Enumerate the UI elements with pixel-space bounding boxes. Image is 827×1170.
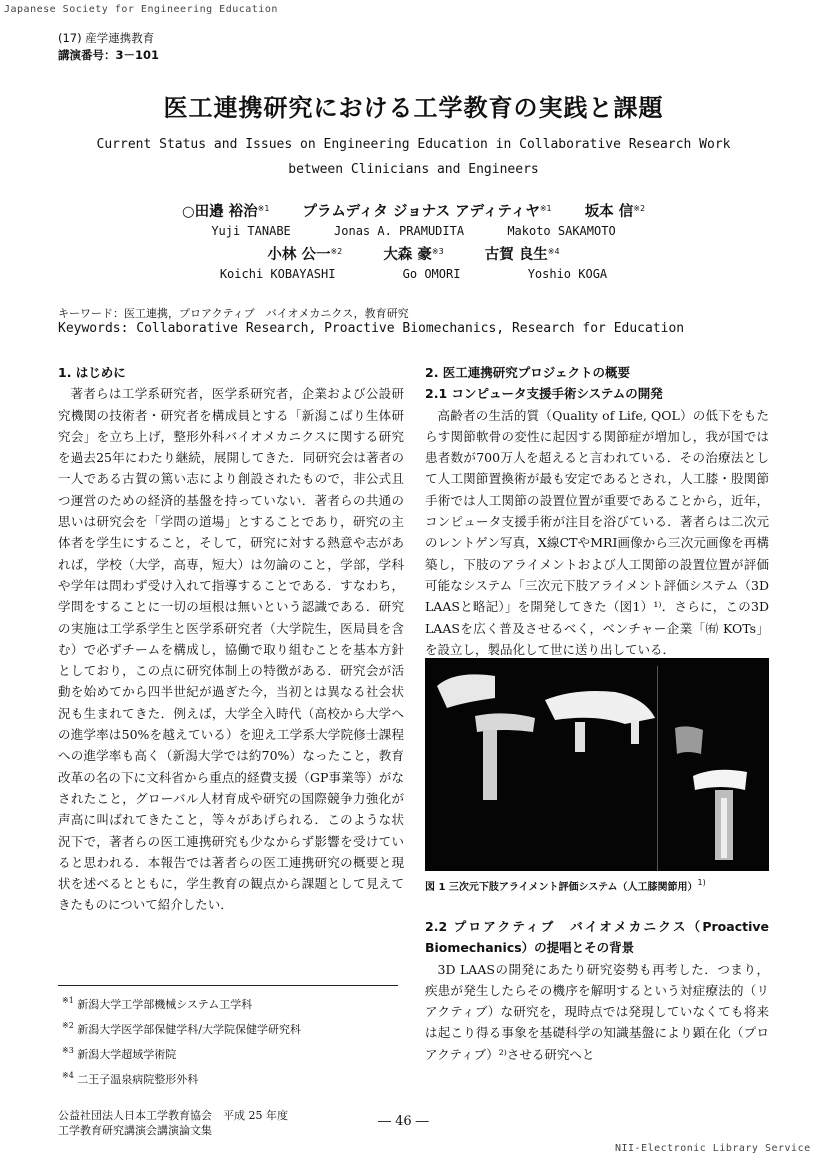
page-number: ― 46 ― xyxy=(378,1114,429,1129)
section-1-body: 著者らは工学系研究者，医学系研究者，企業および公設研究機関の技術者・研究者を構成員とする「新潟こばり生体研究会」を立ち上げ，整形外科バイオメカニクスに関する研究を過去25年にわたり継続，展開してきた．同研究会は著者の一人である古賀の篤い志により創設されたもので，非公式且つ運営のための経済的基盤を持っていない．著者らの共通の思いは研究会を「学問の道場」とすることであり，研究の主体者を学生にすること，そして，研究に対する熱意や志があれば，学校（大学，高専，短大）は勿論のこと，学部，学科や学年は問わず受け入れて指導することである．すなわち，学問をすることに一切の垣根は無いという認識である．研究の実施は工学系学生と医学系研究者（大学院生，医局員を含む）で必ずチームを構成し，協働で取り組むことを基本方針としており，この点に研究体制上の特徴がある．研究会が活動を始めてから四半世紀が過ぎた今，当初とは異なる社会状況も生まれてきた．例えば，大学全入時代（高校から大学への進学率は50%を越えている）を迎え工学系大学院修士課程への進学率も高く（新潟大学では約70%）なったこと，教育改革の名の下に文科省から重点的経費支援（GP事業等）がなされたこと，グローバル人材育成や研究の国際競争力強化が声高に叫ばれてきたこと，等々があげられる．このような状況下で，著者らの医工連携研究も少なからず影響を受けていると思われる．本報告では著者らの医工連携研究の概要と現状を述べるとともに，学生教育の観点から課題として見えてきたものについて紹介したい． xyxy=(58,386,404,913)
author-roman: Koichi KOBAYASHI xyxy=(219,267,336,281)
footnote: $^{※3}$ 新潟大学超域学術院 xyxy=(62,1046,177,1061)
section-2-1-body: 高齢者の生活的質（Quality of Life, QOL）の低下をもたらす関節軟骨の変性に起因する関節症が増加し，我が国では患者数が700万人を超えると言われている．その治療法として人工関節置換術が最も安定であるとされ，人工膝・股関節手術では人工関節の設置位置が重要であることから，近年，コンピュータ支援手術が注目を浴びている．著者らは二次元のレントゲン写真，X線CTやMRI画像から三次元画像を再構築し，下肢のアライメントおよび人工関節の設置位置が評価可能なシステム「三次元下肢アライメント評価システム（3D LAASと略記）」を開発してきた（図1）¹⁾．さらに，この3D LAASを広く普及させるべく，ベンチャー企業「㈲ KOTs」を設立し，製品化して世に送り出している． xyxy=(425,407,769,657)
section-2-2-body: 3D LAASの開発にあたり研究姿勢も再考した．つまり，疾患が発生したらその機序を解明するという対症療法的（リアクティブ）な研究を，現時点では発現していなくても将来は起こり得る事象を基礎科学の知識基盤により顕在化（プロアクティブ）²⁾させる研究へと xyxy=(425,961,769,1062)
session-category: (17) 産学連携教育 xyxy=(58,31,155,45)
title-english-line1: Current Status and Issues on Engineering Education in Collaborative Research Work xyxy=(96,137,731,152)
footnote: $^{※2}$ 新潟大学医学部保健学科/大学院保健学研究科 xyxy=(62,1021,302,1036)
right-column xyxy=(425,362,769,660)
title-english-line2: between Clinicians and Engineers xyxy=(288,162,539,177)
authors-roman-2 xyxy=(0,267,827,281)
section-2-1-heading: 2.1 コンピュータ支援手術システムの開発 xyxy=(425,386,663,402)
author-name: 坂本 信$^{※2}$ xyxy=(584,204,646,220)
authors-line-2 xyxy=(0,243,827,264)
footnotes xyxy=(62,990,301,1090)
footnote: $^{※4}$ 二王子温泉病院整形外科 xyxy=(62,1071,199,1086)
author-roman: Go OMORI xyxy=(402,267,461,281)
section-2-2-heading: 2.2 プロアクティブ バイオメカニクス（Proactive Biomechanics）の提唱とその背景 xyxy=(425,919,769,956)
author-name: 小林 公一$^{※2}$ xyxy=(267,247,343,263)
author-name: 大森 豪$^{※3}$ xyxy=(383,247,444,263)
footer-line-1: 公益社団法人日本工学教育協会 平成 25 年度 xyxy=(58,1109,288,1122)
title-english xyxy=(0,132,827,182)
author-roman: Jonas A. PRAMUDITA xyxy=(334,224,465,238)
lecture-number: 講演番号：3－101 xyxy=(58,48,160,62)
session-block xyxy=(58,30,159,64)
footnote: $^{※1}$ 新潟大学工学部機械システム工学科 xyxy=(62,996,253,1011)
author-name: 古賀 良生$^{※4}$ xyxy=(484,247,560,263)
keywords-japanese: キーワード：医工連携，プロアクティブ バイオメカニクス，教育研究 xyxy=(58,307,409,320)
author-name: プラムディタ ジョナス アディティヤ$^{※1}$ xyxy=(302,204,552,220)
title-japanese: 医工連携研究における工学教育の実践と課題 xyxy=(163,94,664,122)
figure-1-caption: 図 1 三次元下肢アライメント評価システム（人工膝関節用）$^{1)}$ xyxy=(425,878,706,893)
society-header: Japanese Society for Engineering Education xyxy=(4,4,278,15)
authors-line-1 xyxy=(0,200,827,221)
author-roman: Yuji TANABE xyxy=(211,224,291,238)
footer-proceedings xyxy=(58,1108,288,1138)
authors-roman-1 xyxy=(0,224,827,238)
right-column-lower xyxy=(425,916,769,1065)
footer-line-2: 工学教育研究講演会講演論文集 xyxy=(58,1124,212,1137)
author-name: ○田邉 裕治$^{※1}$ xyxy=(181,204,270,220)
left-column xyxy=(58,362,404,916)
library-service: NII-Electronic Library Service xyxy=(615,1143,811,1154)
section-1-heading: 1. はじめに xyxy=(58,365,126,380)
section-2-heading: 2. 医工連携研究プロジェクトの概要 xyxy=(425,365,631,380)
author-roman: Yoshio KOGA xyxy=(527,267,608,281)
keywords-english: Keywords: Collaborative Research, Proactive Biomechanics, Research for Education xyxy=(58,321,685,336)
bone-alignment-graphic xyxy=(425,658,769,871)
footnote-divider xyxy=(58,985,398,986)
author-roman: Makoto SAKAMOTO xyxy=(507,224,616,238)
figure-1-image xyxy=(425,658,769,871)
